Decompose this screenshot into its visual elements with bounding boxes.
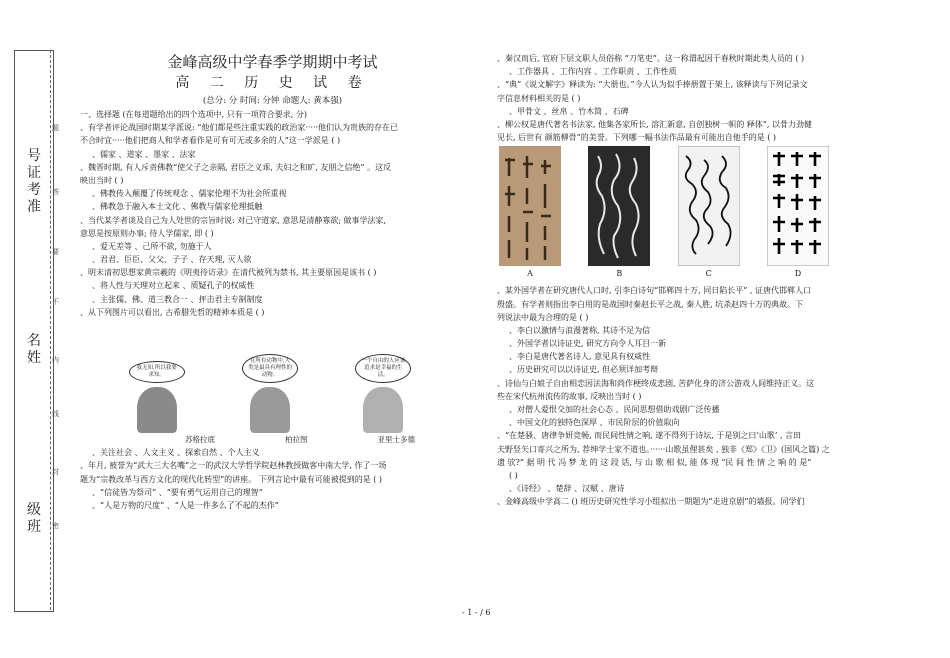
seal-char: 密 [52,522,59,530]
left-column [80,52,465,512]
option-label: A [527,269,533,279]
text-line: ( ) [509,470,518,480]
calligraphy-image [767,146,829,266]
right-column [497,52,862,509]
text-line: 夫野竖矢口寄兴之所为, 荐绅学士家不道也。······山歌虽俚甚矣 , 独非《郑》《卫》(国风之篇) 之 [497,444,830,454]
seal-char: 要 [52,248,59,256]
text-line: 映出当时 ( ) [80,175,124,185]
option-label: B [616,269,623,279]
seal-char: 不 [52,298,59,306]
option-line: 、佛教急于融入本土文化 、佛教与儒家伦理抵触 [92,202,263,212]
binding-label: 考 [27,182,41,198]
text-line: 、“在楚骚、唐律争妍竞畅, 而民间性情之响, 遂不得列于诗坛, 于是别之曰‘山歌’ , 言田 [497,431,802,441]
text-line: 字信息材料相关的是 ( ) [497,93,581,103]
text-line: 、年月, 被誉为“武大三大名嘴”之一的武汉大学哲学院赵林教授做客中南大学, 作了一场 [80,461,387,471]
bust-image [363,387,403,433]
option-line: 、外国学者以诗证史, 研究方向令人耳目一新 [509,339,667,349]
calligraphy-image [499,146,561,266]
philosopher-socrates [107,361,207,433]
text-line: 一、选择题 (在每道题给出的四个选项中, 只有一项符合要求, 分) [80,110,307,119]
binding-label: 号 [27,148,41,164]
option-line: 、爱无差等 、己所不欲, 勿施于人 [92,241,212,251]
text-line: 遗 欤?” 据 明 代 冯 梦 龙 的 这 段 话, 与 山 歌 相 似, 能 体 现 “民 间 性 情 之 响 的 是” [497,457,812,467]
philosophers-figure [100,321,440,433]
text-line: 、金峰高级中学高二 () 班历史研究性学习小组拟出一期题为“走进京剧”的墙报。同学们 [497,497,805,507]
binding-label: 准 [27,199,41,215]
seal-char: 答 [52,188,59,196]
text-line: 不合时宜·····他们把商人和学者看作是可有可无或多余的人”这一学派是 ( ) [80,136,341,146]
binding-label: 证 [27,165,41,181]
text-line: 、明末清初思想家黄宗羲的《明夷待访录》在清代被列为禁书, 其主要原因是该书 ( ) [80,268,377,278]
exam-title: 金峰高级中学春季学期期中考试 [167,53,378,71]
option-line: 、君君、臣臣、父父、子子 、存天理, 灭人欲 [92,255,252,265]
text-line: 、秦汉而后, 官府下层文职人员俗称 “刀笔吏”。这一称谓起因于春秋时期此类人员的 ( ) [497,54,805,63]
calligraphy-image [588,146,650,266]
text-line: 、诗仙与白娘子自由相恋因法海和尚作梗终成悲剧, 苦萨化身的济公游戏人间维持正义。这 [497,378,815,388]
caption: 苏格拉底 [185,435,215,444]
speech-bubble: 我无知,所以我要求知。 [129,361,185,383]
cut-line [50,50,51,610]
page-number: - 1 - / 6 [462,608,491,617]
calligraphy-b [588,146,650,279]
text-line: 列说法中最为合理的是 ( ) [497,312,589,322]
binding-label: 名 [27,333,41,349]
option-line: 、主张儒、佛、道三教合一 、抨击君主专制制度 [92,294,263,304]
option-line: 、李白以激情与浪漫著称, 其诗不足为信 [509,325,651,335]
text-line: 殷盛。有学者则指出李白用的是战国时秦赵长平之战, 秦人胜, 坑杀赵四十万的典故。下 [497,299,804,309]
seal-char: 题 [52,124,59,132]
text-line: 见长, 后世有 颜筋柳骨”的美誉。下列哪一幅书法作品最有可能出自他手的是 ( ) [497,133,777,143]
option-line: 、儒家 、道家 、墨家 、法家 [92,149,196,159]
option-line: 、李白是唐代著名诗人, 意见具有权威性 [509,352,651,362]
option-line: 、“人是万物的尺度” 、“人是一件多么了不起的杰作” [92,500,279,510]
text-line: 些在宋代杭州流传的故事, 反映出当时 ( ) [497,391,642,401]
option-line: 、将人性与天理对立起来 、质疑孔子的权威性 [92,281,255,291]
option-line: 、对僧人爱恨交加的社会心态 、民间思想借助戏剧广泛传播 [509,405,720,414]
speech-bubble: 一个自由的人应该追求是幸福的生活。 [355,354,411,383]
calligraphy-c [678,146,740,279]
text-line: 、当代某学者谈及自己为人处世的宗旨时说: 对己守道家, 意思是清静寡欲; 做事学法家, [80,215,387,225]
calligraphy-d [767,146,829,279]
bust-image [250,387,290,433]
text-line: 、魏晋时期, 有人斥责佛教“使父子之亲隔, 君臣之义乖, 夫妇之和旷, 友朋之信绝” 。这反 [80,162,392,172]
seal-char: 内 [52,356,59,364]
exam-meta: (总分: 分 时间: 分钟 命题人: 黄本强) [202,96,343,106]
binding-box [14,50,54,612]
text-line: 意思是按原则办事; 待人学儒家, 即 ( ) [80,228,214,238]
option-line: 、《诗经》 、楚辞 、汉赋 、唐诗 [509,484,625,494]
option-line: 、甲骨文 、丝帛 、竹木简 、石碑 [509,106,629,116]
option-line: 、中国文化的独特色深厚 、市民阶层的价值取向 [509,418,680,428]
calligraphy-a [499,146,561,279]
text-line: 、某外国学者在研究唐代人口时, 引李白诗句“邯郸四十万, 同日陷长平” , 证唐代邯郸人口 [497,286,811,296]
text-line: 题为“宗教改革与西方文化的现代化转型”的讲座。 下列言论中最有可能被提到的是 ( ) [80,474,383,484]
option-line: 、“信徒皆为祭司” 、“要有勇气运用自己的理智” [92,487,263,497]
philosopher-plato [220,354,320,433]
calligraphy-options [499,146,829,279]
caption: 柏拉图 [285,435,308,444]
philosopher-aristotle [333,354,433,433]
binding-label: 姓 [27,350,41,366]
figure-captions [150,433,450,446]
option-line: 、佛教传入颠覆了传统观念 、儒家伦理不为社会所重视 [92,189,287,199]
seal-char: 线 [52,410,59,418]
binding-label: 班 [27,519,41,535]
text-line: 、柳公权是唐代著名书法家, 他集各家所长, 溶汇新意, 自创独树一帜的 释体”, 以骨力劲健 [497,119,812,129]
text-line: 、从下列图片可以看出, 古希腊先哲的精神本质是 ( ) [80,307,265,317]
text-line: 、“典”《说文解字》释读为: “大册也。”今人认为似手捧册置于架上, 该释读与下列记录文 [497,80,808,90]
speech-bubble: 在所有动物中,人类是最具有理性的动物。 [242,354,298,383]
option-line: 、历史研究可以以诗证史, 但必须详加考辩 [509,365,659,375]
text-line: 、有学者评论战国时期某学派说: “他们都是些注重实践的政治家·····他们认为贵族的存在已 [80,123,399,133]
exam-subject: 高 二 历 史 试 卷 [175,75,370,91]
calligraphy-image [678,146,740,266]
option-label: D [794,269,802,279]
option-label: C [705,269,712,279]
option-line: 、关注社会 、人文主义 、探索自然 、个人主义 [92,448,260,458]
bust-image [137,387,177,433]
option-line: 、工作器具 、工作内容 、工作职责 、工作性质 [509,67,677,77]
seal-char: 封 [52,468,59,476]
binding-label: 级 [27,502,41,518]
caption: 亚里士多德 [377,435,415,444]
